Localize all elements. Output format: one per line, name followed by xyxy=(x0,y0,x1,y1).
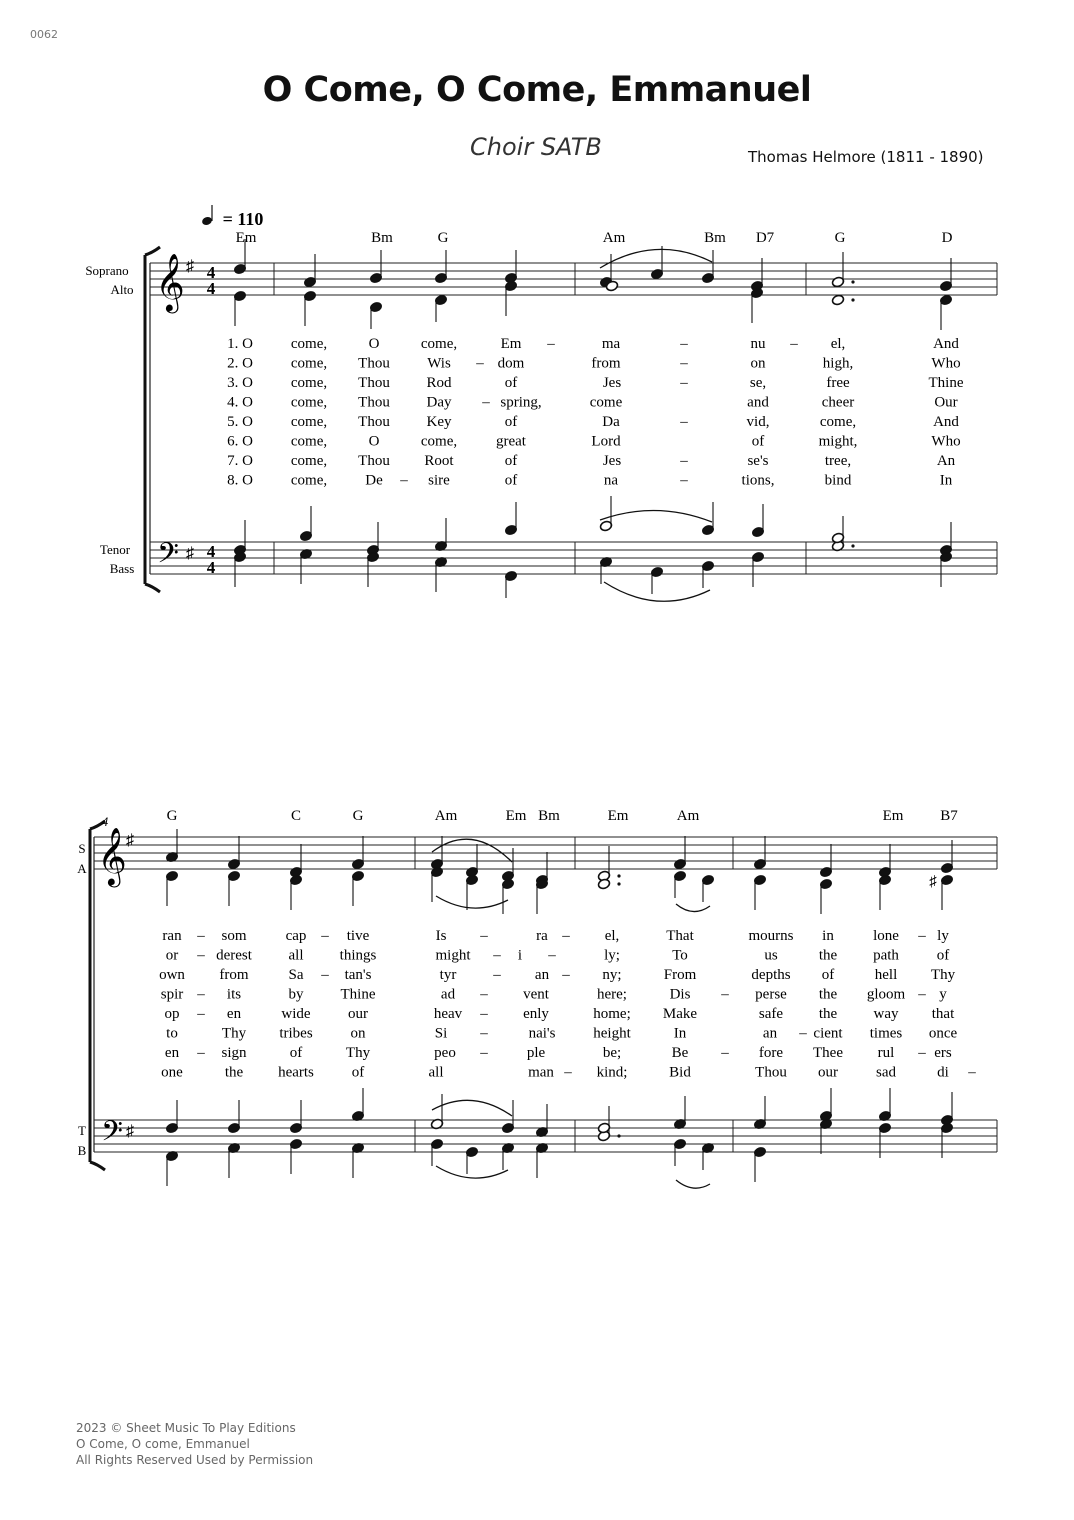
lyric: once xyxy=(928,1025,958,1042)
lyric: – xyxy=(480,986,488,1003)
dot xyxy=(617,874,620,877)
page-title: O Come, O Come, Emmanuel xyxy=(262,70,812,110)
lyric: dom xyxy=(497,355,525,372)
footer-line: All Rights Reserved Used by Permission xyxy=(76,1453,314,1467)
lyric: – xyxy=(547,336,555,352)
chord-symbol: Em xyxy=(882,808,904,824)
slur xyxy=(604,582,710,601)
lyric: tyr xyxy=(439,967,457,983)
lyric: the xyxy=(818,947,838,964)
lyric: Who xyxy=(931,355,961,372)
lyric: home; xyxy=(593,1006,631,1022)
lyric: – xyxy=(680,355,688,372)
lyric: – xyxy=(493,967,501,983)
lyric: of xyxy=(936,947,950,964)
slur xyxy=(600,249,712,268)
lyric: Jes xyxy=(602,375,622,391)
lyric: its xyxy=(226,986,242,1003)
lyric: peo xyxy=(434,1045,456,1061)
lyric: fore xyxy=(758,1045,784,1061)
lyric: tions, xyxy=(741,472,775,489)
chord-symbol: G xyxy=(834,230,846,246)
lyric: all xyxy=(288,947,304,964)
lyric: tree, xyxy=(824,453,852,469)
lyric: of xyxy=(751,433,765,450)
lyric: – xyxy=(548,947,556,964)
lyric: from xyxy=(219,967,249,983)
lyric: or xyxy=(165,947,179,964)
lyric: Thou xyxy=(358,453,390,469)
slur xyxy=(436,1166,508,1178)
tempo-mark: = 110 xyxy=(222,209,264,229)
staff-label: S xyxy=(78,841,86,856)
lyric: come, xyxy=(290,355,328,372)
lyric: vid, xyxy=(746,414,770,430)
lyric: – xyxy=(918,1045,926,1061)
bass-clef: 𝄢 xyxy=(101,1117,123,1154)
lyric: of xyxy=(504,453,518,469)
lyric: us xyxy=(764,947,778,964)
lyric: Make xyxy=(662,1006,698,1022)
lyric: – xyxy=(197,1045,205,1061)
lyric: 6. O xyxy=(227,433,253,450)
lyric: To xyxy=(672,947,688,964)
lyric: som xyxy=(221,928,247,944)
lyric: ran xyxy=(162,928,182,944)
lyric: gloom xyxy=(866,986,906,1003)
staff-label: B xyxy=(77,1143,87,1158)
lyric: heav xyxy=(433,1006,463,1022)
lyric: ly xyxy=(937,928,949,944)
lyric: and xyxy=(747,394,769,411)
lyric: spring, xyxy=(500,394,542,411)
lyric: depths xyxy=(751,967,791,983)
lyric: 2. O xyxy=(227,355,253,372)
lyric: na xyxy=(603,472,619,489)
lyric: – xyxy=(197,986,205,1003)
lyric: – xyxy=(480,1006,488,1022)
staff-label: Soprano xyxy=(85,263,129,278)
lyric: on xyxy=(350,1025,366,1042)
lyric: 8. O xyxy=(227,472,253,489)
lyric: ma xyxy=(601,336,621,352)
lyric: own xyxy=(159,967,185,983)
lyric: – xyxy=(918,928,926,944)
chord-symbol: D xyxy=(941,230,953,246)
note-head xyxy=(831,294,844,306)
lyric: come, xyxy=(290,394,328,411)
dot xyxy=(851,544,854,547)
slur xyxy=(432,1100,512,1116)
chord-symbol: Am xyxy=(434,808,458,824)
footer xyxy=(76,1420,313,1468)
lyric: De xyxy=(365,472,383,489)
lyric: Thine xyxy=(340,986,376,1003)
lyric: In xyxy=(673,1025,687,1042)
lyric: rul xyxy=(877,1045,895,1061)
lyric: high, xyxy=(822,355,854,372)
chord-symbol: Am xyxy=(602,230,626,246)
lyric: come, xyxy=(420,336,458,352)
lyric: 7. O xyxy=(227,453,253,469)
lyric: – xyxy=(680,453,688,469)
lyric: on xyxy=(750,355,766,372)
treble-clef: 𝄞 xyxy=(97,828,127,884)
chord-symbol: Em xyxy=(505,808,527,824)
dot xyxy=(617,1134,620,1137)
lyric: man xyxy=(528,1064,554,1081)
lyric: el, xyxy=(830,336,846,352)
lyric: path xyxy=(873,947,899,964)
slur xyxy=(436,896,508,908)
treble-clef: 𝄞 xyxy=(155,254,185,310)
lyric: Si xyxy=(434,1025,448,1042)
lyric: all xyxy=(428,1064,444,1081)
time-sig: 4 xyxy=(206,542,216,561)
lyric: ple xyxy=(526,1045,546,1061)
lyric: Thy xyxy=(345,1045,371,1061)
lyric: Key xyxy=(426,414,452,430)
lyric: – xyxy=(799,1025,807,1042)
lyric: di xyxy=(937,1064,949,1081)
footer-line: 2023 © Sheet Music To Play Editions xyxy=(76,1421,296,1435)
lyric: Be xyxy=(671,1045,689,1061)
lyric: of xyxy=(289,1045,303,1061)
lyric: y xyxy=(939,986,947,1003)
chord-symbol: D7 xyxy=(755,230,775,246)
slur xyxy=(432,839,512,862)
lyric: – xyxy=(562,967,570,983)
lyric: – xyxy=(680,336,688,352)
lyric: sign xyxy=(221,1045,247,1061)
lyric: O xyxy=(368,336,380,352)
lyric: come, xyxy=(290,472,328,489)
lyric: tribes xyxy=(279,1025,313,1042)
lyric: 5. O xyxy=(227,414,253,430)
lyric: 1. O xyxy=(227,336,253,352)
staff-label: A xyxy=(77,861,87,876)
lyric: come, xyxy=(290,433,328,450)
lyric: tan's xyxy=(344,967,372,983)
lyric: el, xyxy=(604,928,620,944)
lyric: – xyxy=(197,947,205,964)
lyric: one xyxy=(161,1064,183,1081)
lyric: of xyxy=(821,967,835,983)
lyric: – xyxy=(480,928,488,944)
time-sig: 4 xyxy=(206,279,216,298)
lyric: And xyxy=(933,336,959,352)
slur xyxy=(676,1180,710,1188)
lyric: – xyxy=(564,1064,572,1081)
lyric: Wis xyxy=(427,355,451,372)
chord-symbol: G xyxy=(437,230,449,246)
lyric: – xyxy=(721,986,729,1003)
lyric: lone xyxy=(873,928,899,944)
lyric: – xyxy=(197,928,205,944)
lyric: cheer xyxy=(821,394,855,411)
chord-symbol: Bm xyxy=(538,808,560,824)
chord-symbol: Em xyxy=(607,808,629,824)
lyric: ad xyxy=(440,986,456,1003)
lyric: cient xyxy=(813,1025,843,1042)
lyric: – xyxy=(680,472,688,489)
lyric: Thou xyxy=(755,1064,787,1081)
lyric: se's xyxy=(747,453,769,469)
lyric: the xyxy=(224,1064,244,1081)
lyric: way xyxy=(873,1006,899,1022)
lyric: 4. O xyxy=(227,394,253,411)
lyric: the xyxy=(818,1006,838,1022)
lyric: from xyxy=(591,355,621,372)
lyric: mourns xyxy=(748,928,794,944)
lyric: Is xyxy=(435,928,447,944)
chord-symbol: C xyxy=(290,808,302,824)
lyric: in xyxy=(822,928,834,944)
lyric: Thee xyxy=(813,1045,843,1061)
lyric: ny; xyxy=(602,967,622,983)
lyric: of xyxy=(504,472,518,489)
measure-number: 4 xyxy=(101,814,109,829)
lyric: – xyxy=(968,1064,976,1081)
lyric: bind xyxy=(824,472,852,489)
lyric: derest xyxy=(216,947,252,964)
chord-symbol: Em xyxy=(235,230,257,246)
lyric: cap xyxy=(285,928,307,944)
dot xyxy=(851,280,854,283)
lyric: – xyxy=(680,375,688,391)
chord-symbol: Bm xyxy=(371,230,393,246)
lyric: safe xyxy=(758,1006,784,1022)
footer-line: O Come, O come, Emmanuel xyxy=(76,1437,250,1451)
lyric: ly; xyxy=(604,947,620,964)
lyric: Thou xyxy=(358,414,390,430)
lyric: ers xyxy=(934,1045,952,1061)
lyric: – xyxy=(680,414,688,430)
lyric: Dis xyxy=(669,986,691,1003)
time-sig: 4 xyxy=(206,558,216,577)
staff-label: T xyxy=(78,1123,86,1138)
lyric: times xyxy=(869,1025,903,1042)
lyric: vent xyxy=(523,986,549,1003)
accidental: ♯ xyxy=(929,874,937,890)
lyric: the xyxy=(818,986,838,1003)
lyric: An xyxy=(936,453,956,469)
slur xyxy=(676,904,710,912)
lyric: Our xyxy=(934,394,958,411)
lyric: – xyxy=(321,967,329,983)
lyric: i xyxy=(517,947,523,964)
subtitle: Choir SATB xyxy=(470,133,602,161)
lyric: From xyxy=(663,967,697,983)
lyric: height xyxy=(593,1025,631,1042)
lyric: – xyxy=(476,355,484,372)
lyric: And xyxy=(933,414,959,430)
lyric: op xyxy=(164,1006,180,1022)
lyric: our xyxy=(348,1006,368,1022)
lyric: Who xyxy=(931,433,961,450)
lyric: an xyxy=(762,1025,778,1042)
lyric: our xyxy=(818,1064,838,1081)
lyric: – xyxy=(493,947,501,964)
staff-label: Bass xyxy=(109,561,135,576)
lyric: – xyxy=(562,928,570,944)
lyric: Em xyxy=(500,336,522,352)
lyric: things xyxy=(339,947,377,964)
lyric: Rod xyxy=(426,375,452,391)
lyric: tive xyxy=(346,928,370,944)
dot xyxy=(617,882,620,885)
lyric: That xyxy=(666,928,694,944)
lyric: come, xyxy=(290,414,328,430)
lyric: be; xyxy=(602,1045,622,1061)
lyric: that xyxy=(931,1006,955,1022)
slur xyxy=(600,510,712,522)
lyric: Thou xyxy=(358,394,390,411)
lyric: might, xyxy=(818,433,858,450)
key-sharp: ♯ xyxy=(126,1123,134,1140)
lyric: Jes xyxy=(602,453,622,469)
key-sharp: ♯ xyxy=(186,545,194,562)
lyric: Lord xyxy=(591,433,621,450)
lyric: come xyxy=(589,394,623,411)
lyric: great xyxy=(496,433,526,450)
lyric: Da xyxy=(602,414,620,430)
lyric: – xyxy=(918,986,926,1003)
lyric: en xyxy=(164,1045,180,1061)
key-sharp: ♯ xyxy=(186,258,194,275)
lyric: – xyxy=(197,1006,205,1022)
lyric: O xyxy=(368,433,380,450)
lyric: Root xyxy=(424,453,454,469)
lyric: wide xyxy=(281,1006,311,1022)
lyric: by xyxy=(288,986,304,1003)
lyric: se, xyxy=(749,375,767,391)
lyric: en xyxy=(226,1006,242,1022)
key-sharp: ♯ xyxy=(126,832,134,849)
lyric: come, xyxy=(290,453,328,469)
chord-symbol: Bm xyxy=(704,230,726,246)
lyric: come, xyxy=(290,375,328,391)
bass-clef: 𝄢 xyxy=(157,539,179,576)
staff-label: Alto xyxy=(110,282,134,297)
lyric: – xyxy=(400,472,408,489)
lyric: Sa xyxy=(288,967,304,983)
lyric: Thy xyxy=(930,967,956,983)
lyric: of xyxy=(504,375,518,391)
lyric: – xyxy=(480,1025,488,1042)
lyric: Thou xyxy=(358,375,390,391)
lyric: Day xyxy=(426,394,452,411)
dot xyxy=(851,298,854,301)
lyric: – xyxy=(721,1045,729,1061)
lyric: kind; xyxy=(596,1064,628,1081)
lyric: nai's xyxy=(528,1025,556,1042)
lyric: 3. O xyxy=(227,375,253,391)
chord-symbol: G xyxy=(166,808,178,824)
lyric: Thine xyxy=(928,375,964,391)
lyric: In xyxy=(939,472,953,489)
chord-symbol: B7 xyxy=(940,808,958,824)
staff-label: Tenor xyxy=(99,542,131,557)
lyric: – xyxy=(790,336,798,352)
lyric: free xyxy=(826,375,850,391)
lyric: hearts xyxy=(278,1064,314,1081)
lyric: to xyxy=(166,1025,178,1042)
lyric: come, xyxy=(819,414,857,430)
lyric: ra xyxy=(536,928,548,944)
lyric: – xyxy=(321,928,329,944)
time-sig: 4 xyxy=(206,263,216,282)
lyric: here; xyxy=(597,986,627,1003)
chord-symbol: Am xyxy=(676,808,700,824)
lyric: come, xyxy=(290,336,328,352)
chord-symbol: G xyxy=(352,808,364,824)
lyric: hell xyxy=(874,967,898,983)
lyric: Thy xyxy=(221,1025,247,1042)
lyric: come, xyxy=(420,433,458,450)
lyric: of xyxy=(351,1064,365,1081)
lyric: spir xyxy=(160,986,184,1003)
page-id: 0062 xyxy=(30,28,58,41)
lyric: nu xyxy=(750,336,766,352)
lyric: Bid xyxy=(669,1064,691,1081)
lyric: sire xyxy=(428,472,450,489)
lyric: – xyxy=(480,1045,488,1061)
tempo-note xyxy=(201,216,213,227)
lyric: an xyxy=(534,967,550,983)
lyric: sad xyxy=(876,1064,896,1081)
lyric: might xyxy=(435,947,471,964)
lyric: perse xyxy=(755,986,787,1003)
lyric: of xyxy=(504,414,518,430)
composer: Thomas Helmore (1811 - 1890) xyxy=(748,148,984,166)
lyric: – xyxy=(482,394,490,411)
lyric: Thou xyxy=(358,355,390,372)
score-text xyxy=(77,209,976,1158)
lyric: enly xyxy=(523,1006,549,1022)
